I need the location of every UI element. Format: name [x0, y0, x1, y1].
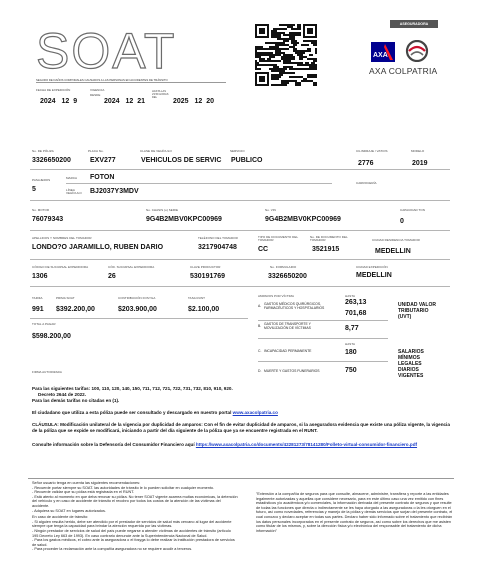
axa-logo	[371, 42, 395, 62]
soat-subtitle: SEGURO DE DAÑOS CORPORALES CAUSADOS A LAS PERSONAS EN ACCIDENTES DE TRÁNSITO	[36, 78, 168, 82]
defensoria-text: Consulte información sobre la Defensoría del Consumidor Financiero aquí	[32, 442, 196, 447]
chasis-label: No. CHASIS (o) SERIE	[146, 208, 179, 212]
placa-value: EXV277	[90, 157, 116, 164]
vigencia-label: VIGENCIA	[90, 88, 105, 92]
vigencia-desde-year: 2024	[104, 98, 120, 105]
row6-rule	[30, 318, 248, 319]
vigencia-desde	[104, 98, 145, 105]
formulario-label: No. FORMULARIO	[270, 265, 297, 269]
codigo-sucursal-value: 1306	[32, 273, 48, 280]
ciudad-tomador-value: MEDELLIN	[375, 248, 411, 255]
pasajeros-label: PASAJEROS	[32, 178, 51, 182]
pasajeros-value: 5	[32, 186, 36, 193]
cobertura-d-letter: D.	[258, 369, 262, 373]
axa-mark: AXA	[373, 52, 388, 59]
cod-sucursal-label: CÓD. SUCURSAL EXPEDIDORA	[108, 265, 155, 269]
cobertura-c-letter: C.	[258, 349, 262, 353]
footer-left-line: - Está atento al momento en que deba renovar su póliza. No tener SOAT vigente acarrea multas económicas, la detención del vehículo y en caso de accidente de tránsito el recobro por todos los costos de la atención de las víctimas del accidente.	[32, 494, 238, 508]
num-doc-label: No. DE DOCUMENTO DEL TOMADOR	[310, 235, 348, 243]
footer-right: "Extensión a la compañía de seguros para que consulte, almacene, administre, transfiera y reporte a las entidades legalmente autorizadas y aquellas que considere necesario, para en este último caso una vez emitido con fines estadísticos y/o académicos y/o comerciales, la información derivada del presente contrato de seguros y que resulte de todas las funciones que directa o indirectamente se les haya otorgado a las aseguradoras o la les otorguen en el futuro, así como novedades, referencias y manejo de la póliza y demás servicios que surjan del presente contrato, el cual conozco y declaro aceptar en todas sus partes. Declaro haber sido informado sobre el tratamiento que recibirán los datos personales incorporados en el presente contrato de seguros, así como sobre los derechos que me asisten como titular de los mismos, y, sobre la dirección física y/o electrónica del responsable del tratamiento de dicha información"	[256, 492, 453, 533]
fecha-expedicion-month: 12	[61, 98, 70, 105]
cobertura-d-name: MUERTE Y GASTOS FUNERARIOS	[264, 369, 320, 373]
capacidad-value: 0	[400, 218, 404, 225]
total-label: TOTAL A PAGAR	[32, 322, 56, 326]
placa-label: PLACA No.	[88, 149, 104, 153]
soat-logo: SOAT	[36, 23, 177, 79]
poliza-value: 3326650200	[32, 157, 71, 164]
cobertura-a-letter: A.	[258, 304, 262, 308]
clave-productor-label: CLAVE PRODUCTOR	[190, 265, 221, 269]
cobertura-c-name: INCAPACIDAD PERMANENTE	[264, 349, 312, 353]
hasta-c-label: HASTA	[345, 342, 356, 346]
marca-rule	[66, 183, 332, 184]
footer-left-line: Señor usuario tenga en cuenta las siguientes recomendaciones:	[32, 481, 141, 485]
tarifa-value: 991	[32, 306, 44, 313]
cilindraje-value: 2776	[358, 160, 374, 167]
fecha-expedicion-year: 2024	[40, 98, 56, 105]
cobertura-a-name: GASTOS MÉDICOS QUIRÚRGICOS, FARMACÉUTICOS Y HOSPITALARIOS	[264, 302, 325, 310]
tipo-doc-value: CC	[258, 246, 269, 253]
fecha-expedicion-day: 9	[73, 98, 78, 105]
vigencia-hasta-day: 20	[206, 98, 215, 105]
ciudad-exp-label: CIUDAD EXPEDICIÓN	[356, 265, 388, 269]
poliza-label: No. DE PÓLIZA	[32, 149, 54, 153]
telefono-value: 3217904748	[198, 244, 237, 251]
header-rule	[36, 82, 226, 83]
marca-value: FOTON	[90, 174, 115, 181]
cobertura-c-rule	[258, 361, 388, 362]
soat-header	[28, 23, 233, 126]
vin-label: No. VIN	[265, 208, 276, 212]
footer-left-line: - Recuerde validar que su póliza está registrada en el RUNT.	[32, 490, 135, 495]
tipo-doc-label: TIPO DE DOCUMENTO DEL TOMADOR	[258, 235, 299, 243]
footer-rule	[28, 478, 454, 479]
vigencia-hasta-month: 12	[194, 98, 203, 105]
ciudad-tomador-label: CIUDAD RESIDENCIA TOMADOR	[372, 238, 420, 242]
colpatria-logo	[402, 40, 432, 67]
formulario-value: 3326650200	[268, 273, 307, 280]
cobertura-a2-value: 701,68	[345, 310, 367, 317]
codigo-sucursal-label: CÓDIGO DE SUCURSAL EXPEDIDORA	[32, 265, 89, 269]
qr-code	[255, 24, 317, 86]
row5-rule	[30, 286, 450, 287]
row2-rule	[30, 200, 450, 201]
consulta-note	[32, 410, 450, 416]
cobertura-b-name: GASTOS DE TRANSPORTE Y MOVILIZACIÓN DE VÍCTIMAS	[264, 322, 311, 330]
cobertura-a-value: 263,13	[345, 299, 367, 306]
tarifas-note-3: Para las demás tarifas no citadas en (1).	[32, 398, 120, 403]
tasa-runt-label: TASA RUNT	[188, 296, 206, 300]
smdlv-label: SALARIOS MÍNIMOS LEGALES DIARIOS VIGENTES	[398, 349, 424, 379]
colpatria-swirl-icon	[402, 40, 432, 62]
clave-productor-value: 530191769	[190, 273, 226, 280]
motor-label: No. MOTOR	[32, 208, 50, 212]
footer-left	[32, 481, 238, 552]
insurer-tag: ASEGURADORA	[390, 20, 438, 28]
amparos-label: AMPAROS POR VÍCTIMA	[258, 294, 295, 298]
servicio-value: PUBLICO	[231, 157, 263, 164]
footer-left-line: - Para los gastos médicos, el cobro ante la aseguradora o el fosyga lo debe realizar la institución prestadora de servicios de salud.	[32, 538, 235, 547]
vigencia-hasta-year: 2025	[173, 98, 189, 105]
tomador-value: LONDO?O JARAMILLO, RUBEN DARIO	[32, 244, 164, 251]
vigencia-desde-day: 21	[137, 98, 146, 105]
vigencia-hasta-label: HASTA LAS 23:59 HORAS DEL	[152, 90, 169, 99]
ciudad-exp-value: MEDELLIN	[356, 272, 392, 279]
linea-label: LÍNEA VEHÍCULO	[66, 188, 82, 196]
contribucion-value: $203.900,00	[118, 306, 157, 313]
motor-value: 76079343	[32, 216, 64, 223]
hasta-label: HASTA	[345, 294, 356, 298]
fecha-expedicion	[40, 98, 77, 105]
cobertura-b-rule	[258, 338, 388, 339]
clase-value: VEHICULOS DE SERVIC	[141, 157, 222, 164]
footer-left-line: - Recuerde portar siempre su SOAT. las autoridades de tránsito le lo pueden solicitar en cualquier momento.	[32, 485, 215, 490]
fecha-expedicion-label: FECHA DE EXPEDICIÓN	[36, 88, 71, 92]
contribucion-label: CONTRIBUCIÓN FOSYGA	[118, 296, 156, 300]
marca-label: MARCA	[66, 176, 78, 180]
cobertura-d-value: 750	[345, 367, 357, 374]
linea-value: BJ2037Y3MDV	[90, 188, 139, 195]
defensoria-link[interactable]: https://www.axacolpatria.co/documents/42281273/78141280/Folleto-virtual-consumidor-financiero.pdf	[195, 442, 418, 447]
cobertura-b-value: 8,77	[345, 325, 359, 332]
total-value: $598.200,00	[32, 333, 71, 340]
cobertura-c-value: 180	[345, 349, 357, 356]
row4-rule	[30, 259, 450, 260]
modelo-value: 2019	[412, 160, 428, 167]
axa-logo-icon	[371, 42, 395, 62]
vin-value: 9G4B2MBV0KPC00969	[265, 216, 341, 223]
carroceria-label: CARROCERÍA	[356, 181, 377, 185]
num-doc-value: 3521915	[312, 246, 340, 253]
telefono-label: TELÉFONO DEL TOMADOR	[198, 236, 238, 240]
vigencia-desde-month: 12	[125, 98, 134, 105]
consulta-link[interactable]: www.axacolpatria.co	[232, 410, 278, 415]
footer-left-line: - Si alguien resulta herido, debe ser atendido por el prestador de servicios de salud más cercano al lugar del accidente siempre que tenga la capacidad para brindar la atención requerida por las víctimas.	[32, 519, 232, 529]
capacidad-label: CAPACIDAD TON	[400, 208, 425, 212]
vigencia-hasta	[173, 98, 214, 105]
tarifa-label: TARIFA	[32, 296, 43, 300]
notes-block	[32, 386, 450, 448]
footer-left-line: - Ningún prestador de servicios de salud del país puede negarse a atender víctimas de accidentes de tránsito (artículo 195 Decreto Ley 663 de 1993). En caso contrario denuncie ante la Superintendencia Nacional de Salud.	[32, 528, 231, 538]
row1-rule	[30, 169, 450, 170]
footer-left-line: - Adquiera su SOAT en lugares autorizados.	[32, 508, 106, 513]
tarifas-note-1: Para las siguientes tarifas: 100, 110, 120, 140, 150, 711, 712, 721, 722, 731, 732, 810, 910, 920.	[32, 386, 233, 391]
row3-rule	[30, 230, 450, 231]
footer-left-line: En caso de accidente de tránsito:	[32, 515, 89, 520]
chasis-value: 9G4B2MBV0KPC00969	[146, 216, 222, 223]
clausula-note: CLÁUSULA: Modificación unilateral de la vigencia por duplicidad de amparos: Con el fin de evitar duplicidad de amparos, si la aseguradora evidencia que existe una póliza vigente, la vigencia de la póliza que se expide se modificará, iniciando a partir del día siguiente de la póliza que ya se encuentre registrada en el RUNT.	[32, 422, 450, 433]
cobertura-a-rule	[258, 320, 388, 321]
firma-label: FIRMA AUTORIZADA	[32, 370, 62, 374]
servicio-label: SERVICIO	[230, 149, 245, 153]
uvt-label: UNIDAD VALOR TRIBUTARIO (UVT)	[398, 302, 436, 320]
tarifas-note-2: Decreto 2644 de 2022.	[38, 392, 87, 397]
tasa-runt-value: $2.100,00	[188, 306, 220, 313]
clase-label: CLASE DE VEHÍCULO	[140, 149, 172, 153]
modelo-label: MODELO	[411, 149, 425, 153]
footer-left-line: - Para proceder la reclamación ante la compañía aseguradora no se requiere acudir a terceros.	[32, 547, 193, 552]
insurer-name: AXA COLPATRIA	[369, 66, 438, 76]
cod-sucursal-value: 26	[108, 273, 116, 280]
defensoria-note	[32, 442, 450, 448]
prima-label: PRIMA SOAT	[56, 296, 75, 300]
vigencia-desde-label: DESDE	[90, 93, 101, 97]
tomador-label: APELLIDOS Y NOMBRES DEL TOMADOR	[32, 236, 92, 240]
consulta-text: El ciudadano que utiliza a esta póliza puede ser consultado y descargado en nuestro portal	[32, 410, 233, 415]
prima-value: $392.200,00	[56, 306, 95, 313]
cobertura-b-letter: B.	[258, 324, 262, 328]
cilindraje-label: CILINDRAJE / VATIOS	[356, 149, 388, 153]
